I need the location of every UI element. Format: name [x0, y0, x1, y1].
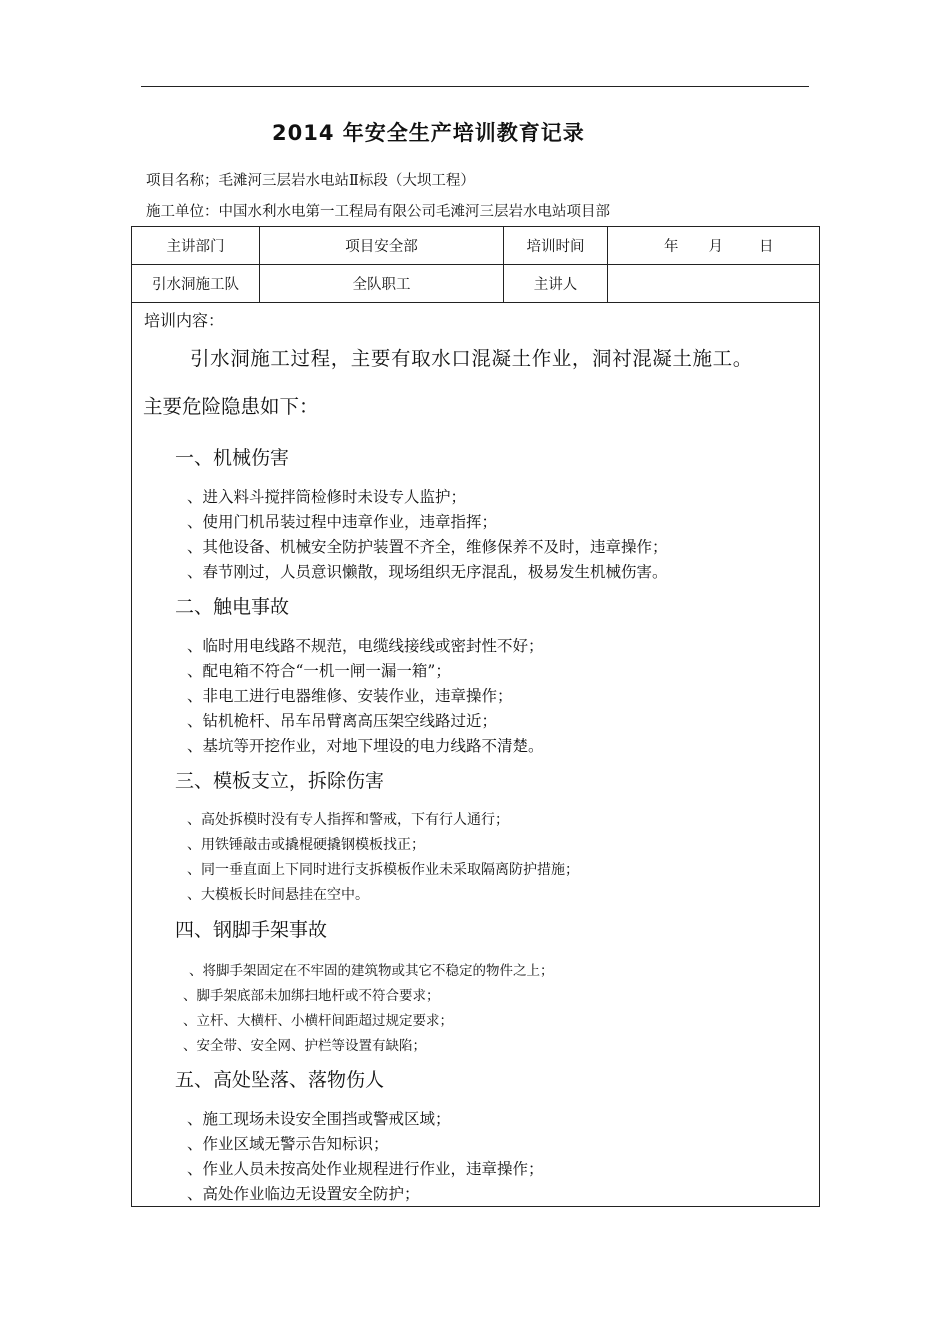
list-item: 、临时用电线路不规范，电缆线接线或密封性不好； — [187, 637, 544, 655]
table-row — [132, 227, 819, 265]
list-item: 、脚手架底部未加绑扫地杆或不符合要求； — [183, 988, 440, 1004]
list-item: 、用铁锤敲击或撬棍硬撬钢模板找正； — [187, 837, 425, 853]
training-date — [608, 227, 819, 264]
list-item: 、其他设备、机械安全防护装置不齐全，维修保养不及时，违章操作； — [187, 538, 668, 556]
list-item: 、安全带、安全网、护栏等设置有缺陷； — [183, 1038, 426, 1054]
list-item: 、基坑等开挖作业，对地下埋设的电力线路不清楚。 — [187, 737, 544, 755]
speaker-value — [608, 265, 819, 302]
section-title: 四、钢脚手架事故 — [175, 919, 328, 941]
dept-label: 主讲部门 — [132, 227, 260, 264]
audience: 全队职工 — [260, 265, 504, 302]
date-month: 月 — [708, 239, 723, 255]
time-label: 培训时间 — [504, 227, 608, 264]
list-item: 、作业区域无警示告知标识； — [187, 1135, 389, 1153]
list-item: 、高处作业临边无设置安全防护； — [187, 1185, 420, 1203]
list-item: 、施工现场未设安全围挡或警戒区域； — [187, 1110, 451, 1128]
list-item: 、立杆、大横杆、小横杆间距超过规定要求； — [183, 1013, 453, 1029]
team-name: 引水洞施工队 — [132, 265, 260, 302]
construction-unit: 施工单位：中国水利水电第一工程局有限公司毛滩河三层岩水电站项目部 — [146, 204, 610, 220]
date-day: 日 — [759, 239, 774, 255]
speaker-label: 主讲人 — [504, 265, 608, 302]
training-record-table — [131, 226, 820, 1207]
list-item: 、高处拆模时没有专人指挥和警戒，下有行人通行； — [187, 812, 509, 828]
table-row — [132, 265, 819, 303]
date-year: 年 — [664, 239, 679, 255]
hazards-heading: 主要危险隐患如下： — [143, 395, 319, 418]
list-item: 、作业人员未按高处作业规程进行作业，违章操作； — [187, 1160, 544, 1178]
section-title: 五、高处坠落、落物伤人 — [175, 1069, 385, 1091]
header-rule — [141, 86, 809, 87]
list-item: 、配电箱不符合“一机一闸一漏一箱”； — [187, 662, 451, 680]
section-title: 三、模板支立，拆除伤害 — [175, 770, 385, 792]
section-title: 二、触电事故 — [175, 596, 290, 618]
list-item: 、非电工进行电器维修、安装作业，违章操作； — [187, 687, 513, 705]
list-item: 、春节刚过，人员意识懒散，现场组织无序混乱，极易发生机械伤害。 — [187, 563, 668, 581]
dept-value: 项目安全部 — [260, 227, 504, 264]
content-lead: 引水洞施工过程，主要有取水口混凝土作业，洞衬混凝土施工。 — [190, 347, 753, 370]
project-name: 项目名称；毛滩河三层岩水电站Ⅱ标段（大坝工程） — [146, 173, 475, 189]
section-title: 一、机械伤害 — [175, 447, 290, 469]
document-title: 2014 年安全生产培训教育记录 — [272, 121, 585, 145]
list-item: 、大模板长时间悬挂在空中。 — [187, 887, 369, 903]
list-item: 、使用门机吊装过程中违章作业，违章指挥； — [187, 513, 498, 531]
list-item: 、将脚手架固定在不牢固的建筑物或其它不稳定的物件之上； — [189, 963, 554, 979]
list-item: 、同一垂直面上下同时进行支拆模板作业未采取隔离防护措施； — [187, 862, 579, 878]
content-label: 培训内容： — [144, 311, 225, 330]
list-item: 、钻机桅杆、吊车吊臂离高压架空线路过近； — [187, 712, 498, 730]
list-item: 、进入料斗搅拌筒检修时未设专人监护； — [187, 488, 467, 506]
